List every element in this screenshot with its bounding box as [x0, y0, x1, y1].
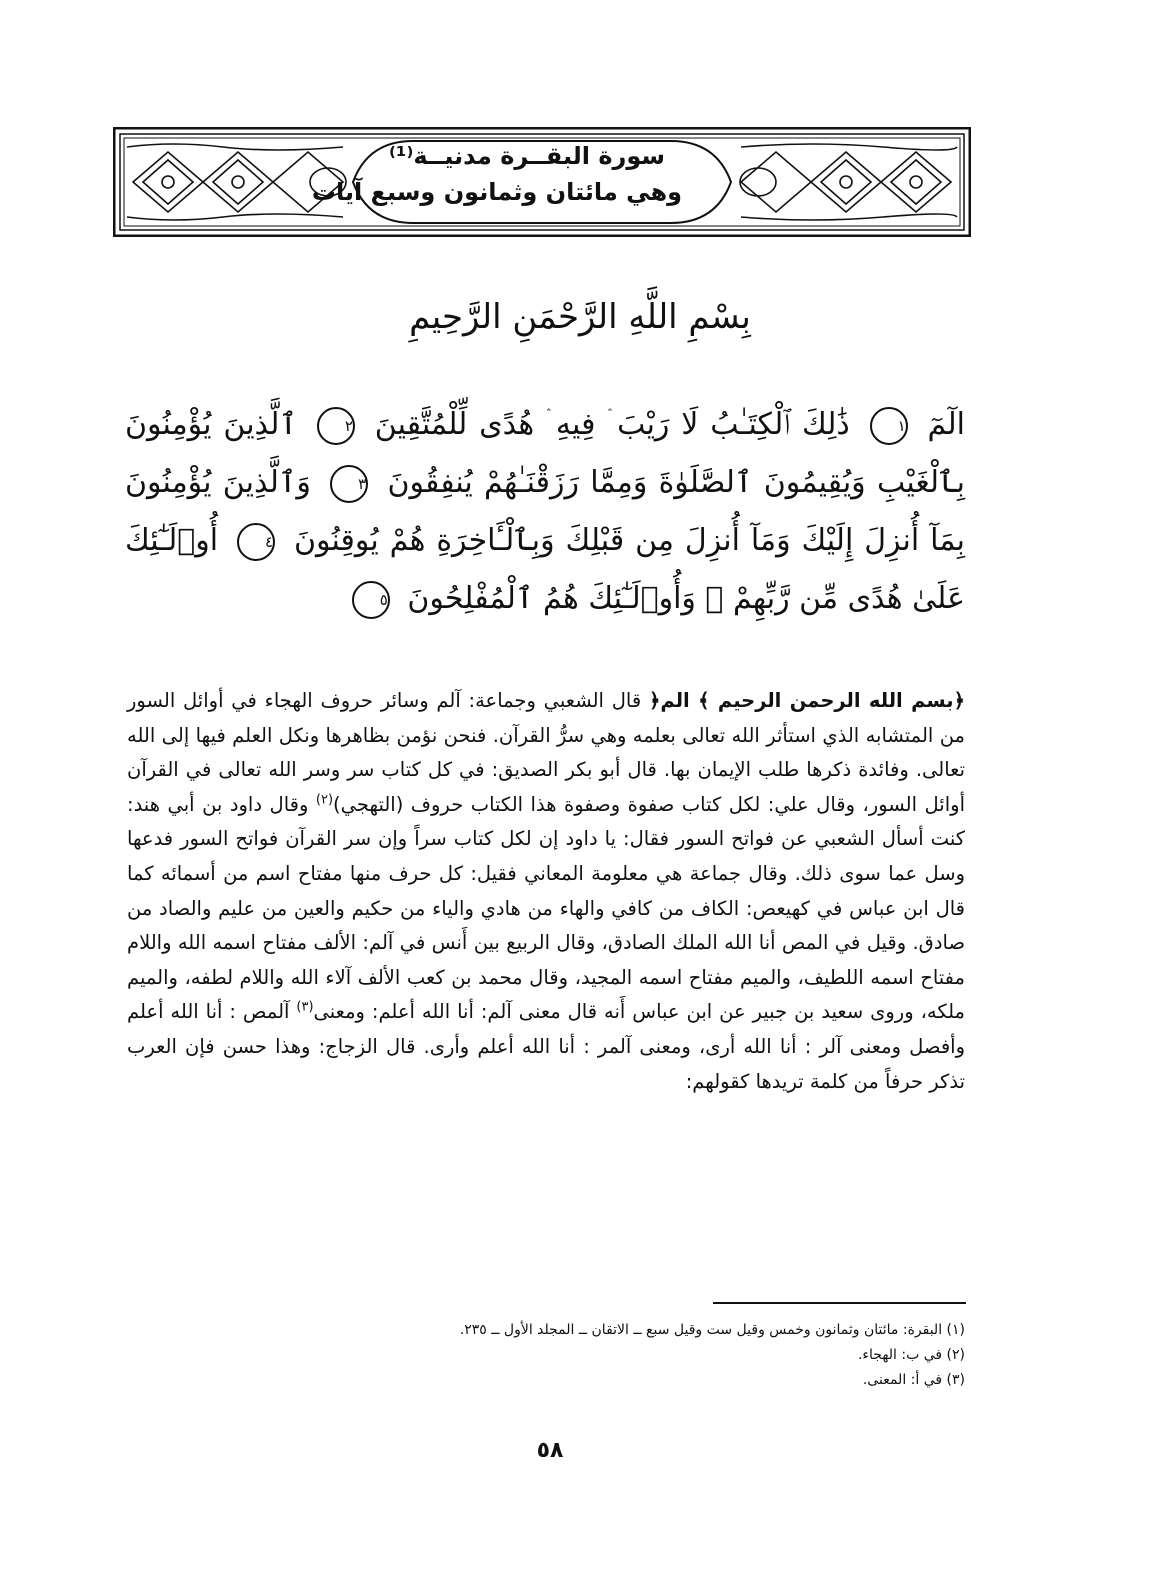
surah-title-line1: سورة البقــرة مدنيــة⁽¹⁾	[389, 142, 665, 170]
ayah-number-marker: ٥	[352, 581, 390, 619]
commentary-lead: ﴿بسم الله الرحمن الرحيم ﴾ الم﴿	[649, 689, 965, 712]
surah-title-line2: وهي مائتان وثمانون وسبع آيات	[311, 178, 682, 206]
page-number: ٥٨	[536, 1438, 564, 1463]
footnote-ref-2[interactable]: (٢)	[315, 792, 334, 808]
footnote-item: (٢) في ب: الهجاء.	[857, 1347, 965, 1363]
ayah-number-marker: ٣	[330, 465, 368, 503]
verse-text: ٱلَّذِينَ يُؤْمِنُونَ بِٱلْغَيْبِ وَيُقِيمُونَ ٱلصَّلَوٰةَ وَمِمَّا رَزَقْنَـٰهُمْ يُنفِقُونَ	[125, 407, 965, 500]
surah-title	[311, 138, 682, 210]
ayah-number-marker: ٢	[317, 407, 355, 445]
footnote-divider	[713, 1302, 966, 1304]
ayah-number-marker: ١	[870, 407, 908, 445]
verse-text: أُو۟لَـٰٓئِكَ عَلَىٰ هُدًى مِّن رَّبِّهِمْ ۖ وَأُو۟لَـٰٓئِكَ هُمُ ٱلْمُفْلِحُونَ	[125, 523, 965, 616]
quran-verses	[125, 396, 965, 628]
commentary-text: قال الشعبي وجماعة: آلم وسائر حروف الهجاء في أوائل السور من المتشابه الذي استأثر الله تعالى بعلمه وهي سرُّ القرآن. فنحن نؤمن بظاهرها ونكل العلم فيها إلى الله تعالى. وفائدة ذكرها طلب الإيمان بها. قال أبو بكر الصديق: في كل كتاب سر وسر الله تعالى في القرآن أوائل السور، وقال علي: لكل كتاب صفوة وصفوة هذا الكتاب حروف (التهجي)	[127, 689, 965, 816]
basmala: بِسْمِ اللَّهِ الرَّحْمَنِ الرَّحِيمِ	[409, 297, 751, 337]
commentary-text: آلمص : أنا الله أعلم وأفصل ومعنى آلر : أنا الله أرى، ومعنى آلمر : أنا الله أعلم وأرى. قال الزجاج: وهذا حسن فإن العرب تذكر حرفاً من كلمة تريدها كقولهم:	[127, 1000, 965, 1093]
verse-text: الٓمٓ	[927, 407, 965, 442]
verse-text: ذَٰلِكَ ٱلْكِتَـٰبُ لَا رَيْبَ ۛ فِيهِ ۛ هُدًى لِّلْمُتَّقِينَ	[374, 407, 850, 442]
footnotes	[300, 1318, 965, 1393]
footnote-ref-3[interactable]: (٣)	[296, 999, 314, 1015]
footnote-item: (١) البقرة: مائتان وثمانون وخمس وقيل ست وقيل سبع ــ الاتقان ــ المجلد الأول ــ ٢٣٥.	[459, 1322, 965, 1338]
verse-text: وَٱلَّذِينَ يُؤْمِنُونَ بِمَآ أُنزِلَ إِلَيْكَ وَمَآ أُنزِلَ مِن قَبْلِكَ وَبِٱلْـَٔاخِرَةِ هُمْ يُوقِنُونَ	[125, 465, 965, 558]
footnote-item: (٣) في أ: المعنى.	[862, 1372, 965, 1388]
commentary-paragraph	[127, 684, 965, 1099]
ayah-number-marker: ٤	[237, 523, 275, 561]
commentary-text: وقال داود بن أبي هند: كنت أسأل الشعبي عن فواتح السور فقال: يا داود إن لكل كتاب سراً وإن سر القرآن فواتح السور فدعها وسل عما سوى ذلك. وقال جماعة هي معلومة المعاني فقيل: كل حرف منها مفتاح اسم من أسمائه كما قال ابن عباس في كهيعص: الكاف من كافي والهاء من هادي والياء من حكيم والعين من عليم والصاد من صادق. وقيل في المص أنا الله الملك الصادق، وقال الربيع بين أَنس في آلم: الألف مفتاح اسمه الله واللام مفتاح اسمه اللطيف، والميم مفتاح اسمه المجيد، وقال محمد بن كعب الألف آلاء الله واللام لطفه، والميم ملكه، وروى سعيد بن جبير عن ابن عباس أَنه قال معنى آلم: أنا الله أعلم: ومعنى	[127, 792, 965, 1024]
